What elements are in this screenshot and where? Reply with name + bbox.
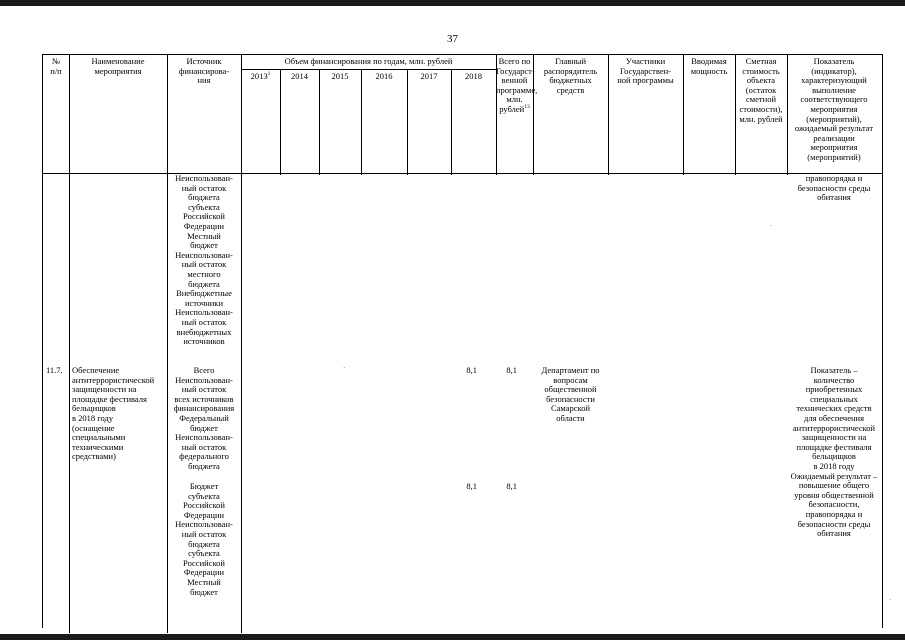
row-number: 11.7. bbox=[46, 365, 63, 375]
row-total-program: 8,1 bbox=[506, 365, 517, 375]
header-col-capacity: Вводимая мощность bbox=[690, 56, 728, 76]
header-funding-title: Объем финансирования по годам, млн. рублей bbox=[284, 56, 453, 66]
header-year-2013: 2013$^1$ bbox=[250, 71, 271, 81]
bottom-scan-border bbox=[0, 634, 905, 640]
header-col-participants: Участники Государствен- ной программы bbox=[617, 56, 674, 86]
header-year-2016: 2016 bbox=[375, 71, 393, 81]
header-col-cost: Сметная стоимость объекта (остаток сметной стоимости), млн. рублей bbox=[739, 56, 783, 124]
scan-speck: · bbox=[889, 596, 892, 604]
header-year-2017: 2017 bbox=[420, 71, 438, 81]
row-indicator: Показатель – количество приобретенных специальных технических средств для обеспечения антитеррористической защищенности на площадке фестиваля бельцищков в 2018 году Ожидаемый результат – повышение общего уровня общественной безопасности, правопорядка и безопасности среды обитания bbox=[790, 365, 878, 539]
header-col-indicator: Показатель (индикатор), характеризующий выполнение соответствующего мероприятия (мероприятий), ожидаемый результат реализации мероприятия (мероприятий) bbox=[794, 56, 874, 162]
col-rule bbox=[241, 173, 242, 633]
row-total-2018: 8,1 bbox=[466, 365, 477, 375]
row-subject-2018: 8,1 bbox=[466, 481, 477, 491]
page-number: 37 bbox=[447, 33, 458, 45]
col-rule bbox=[69, 173, 70, 633]
header-col-source: Источник финансирова- ния bbox=[178, 56, 230, 86]
top-scan-border bbox=[0, 0, 905, 6]
header-col-total: Всего по Государст- венной программе, млн. рублей$^{13}$ bbox=[496, 56, 538, 114]
col-rule bbox=[451, 69, 452, 175]
scan-speck: · bbox=[770, 222, 773, 230]
scan-speck: · bbox=[343, 364, 346, 372]
continuation-sources: Неиспользован- ный остаток бюджета субъекта Российской Федерации Местный бюджет Неиспользован- ный остаток местного бюджета Внебюджетные источники Неиспользован- ный остаток внебюджетных источников bbox=[175, 173, 233, 347]
header-col-no: № п/п bbox=[50, 56, 62, 76]
col-rule bbox=[407, 69, 408, 175]
row-subject-program: 8,1 bbox=[506, 481, 517, 491]
header-year-2014: 2014 bbox=[291, 71, 308, 81]
header-year-2018: 2018 bbox=[465, 71, 482, 81]
continuation-indicator: правопорядка и безопасности среды обитания bbox=[797, 173, 871, 203]
row-sources-subject: Бюджет субъекта Российской Федерации Неиспользован- ный остаток бюджета субъекта Российской Федерации Местный бюджет bbox=[175, 481, 233, 597]
row-sources-total: Всего Неиспользован- ный остаток всех источников финансирования Федеральный бюджет Неиспользован- ный остаток федерального бюджета bbox=[173, 365, 235, 471]
header-col-manager: Главный распорядитель бюджетных средств bbox=[543, 56, 598, 95]
row-manager: Департамент по вопросам общественной безопасности Самарской области bbox=[541, 365, 600, 423]
header-col-name: Наименование мероприятия bbox=[91, 56, 145, 76]
header-year-2015: 2015 bbox=[331, 71, 349, 81]
row-name: Обеспечение антитеррористической защищенности на площадке фестиваля бельцищков в 2018 году (оснащение специальными техническими средствами) bbox=[72, 365, 155, 462]
col-rule bbox=[319, 69, 320, 175]
col-rule bbox=[361, 69, 362, 175]
col-rule bbox=[280, 69, 281, 175]
